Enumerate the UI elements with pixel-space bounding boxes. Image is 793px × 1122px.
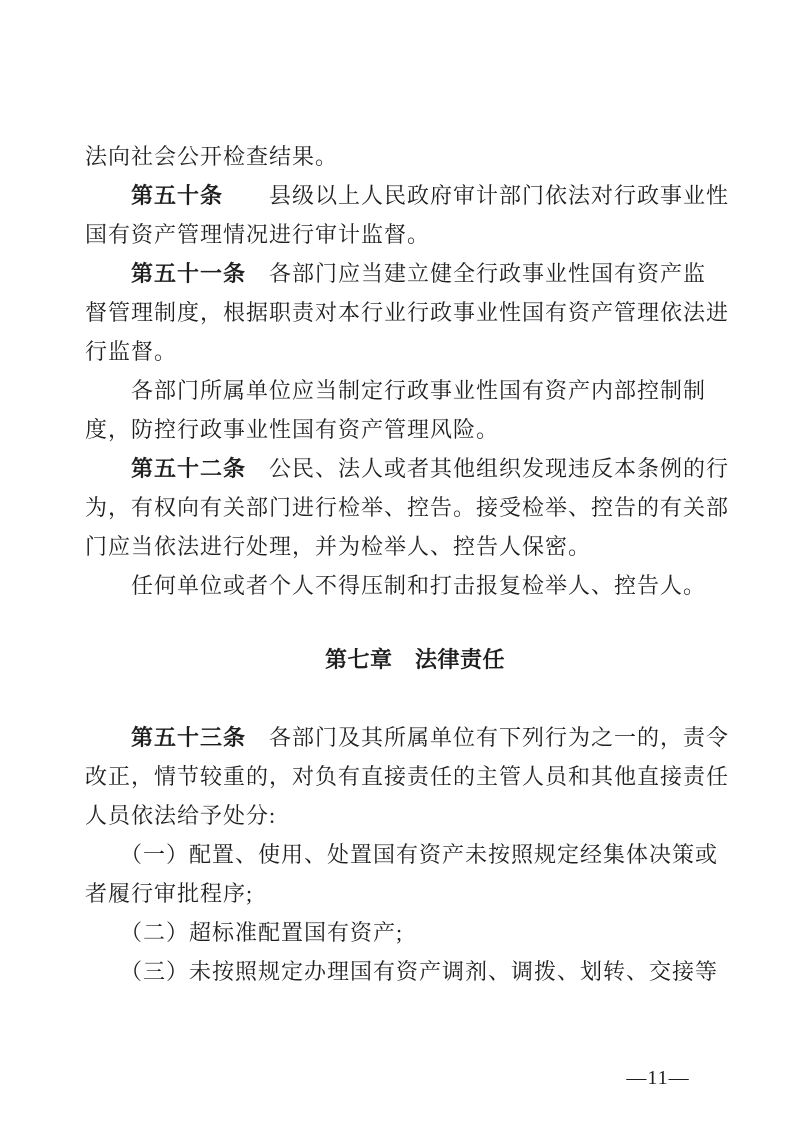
text-line [85,874,745,913]
text-segment: 督管理制度，根据职责对本行业行政事业性国有资产管理依法进 [85,300,730,325]
text-segment [85,456,131,481]
text-segment: （二）超标准配置国有资产; [85,920,404,945]
text-segment [85,725,131,750]
text-segment: 国有资产管理情况进行审计监督。 [85,222,431,247]
text-line [85,410,745,449]
text-line [85,796,745,835]
text-segment: 各部门所属单位应当制定行政事业性国有资产内部控制制 [85,378,707,403]
text-line [85,757,745,796]
article-number: 第五十三条 [131,725,247,750]
article-number: 第七章 法律责任 [324,647,505,672]
text-segment: 县级以上人民政府审计部门依法对行政事业性 [223,183,730,208]
text-segment: 度，防控行政事业性国有资产管理风险。 [85,417,500,442]
text-segment: 者履行审批程序; [85,881,254,906]
text-segment [85,183,131,208]
page-number: —11— [626,1067,690,1089]
text-line [85,254,745,293]
text-line [85,488,745,527]
text-line [85,137,745,176]
document-body [85,137,745,991]
text-line [85,913,745,952]
chapter-heading [85,640,745,679]
text-segment: 行监督。 [85,339,178,364]
text-line [85,449,745,488]
text-line [85,718,745,757]
article-number: 第五十二条 [131,456,247,481]
text-line [85,835,745,874]
text-segment: 门应当依法进行处理，并为检举人、控告人保密。 [85,534,592,559]
article-number: 第五十一条 [131,261,247,286]
text-line [85,952,745,991]
text-line [85,293,745,332]
text-line [85,527,745,566]
text-line [85,566,745,605]
text-segment: 各部门及其所属单位有下列行为之一的，责令 [246,725,730,750]
text-segment: 各部门应当建立健全行政事业性国有资产监 [246,261,707,286]
text-segment: 任何单位或者个人不得压制和打击报复检举人、控告人。 [85,573,707,598]
text-segment: 人员依法给予处分: [85,803,277,828]
text-segment: （三）未按照规定办理国有资产调剂、调拨、划转、交接等 [85,959,719,984]
text-segment: （一）配置、使用、处置国有资产未按照规定经集体决策或 [85,842,719,867]
text-line [85,371,745,410]
text-line [85,176,745,215]
text-segment [85,261,131,286]
text-line [85,332,745,371]
text-segment: 改正，情节较重的，对负有直接责任的主管人员和其他直接责任 [85,764,730,789]
article-number: 第五十条 [131,183,224,208]
text-segment: 为，有权向有关部门进行检举、控告。接受检举、控告的有关部 [85,495,730,520]
text-segment: 法向社会公开检查结果。 [85,144,339,169]
text-segment: 公民、法人或者其他组织发现违反本条例的行 [246,456,730,481]
text-line [85,215,745,254]
